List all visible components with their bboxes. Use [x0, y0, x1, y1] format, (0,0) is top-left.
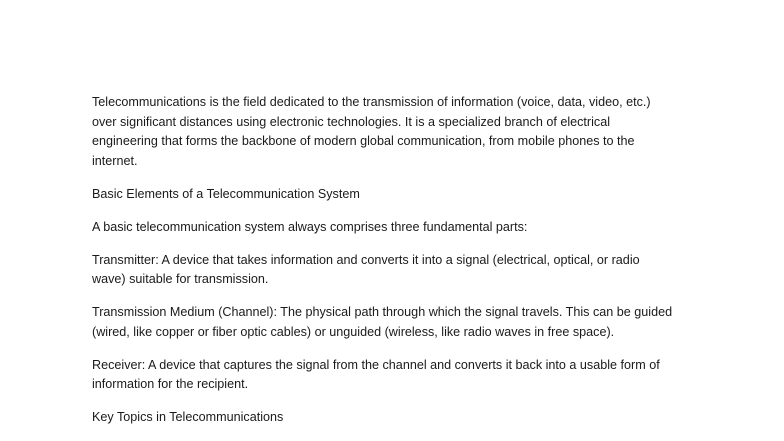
elements-intro-paragraph	[92, 218, 732, 238]
text-line: engineering that forms the backbone of modern global communication, from mobile phones to the	[92, 134, 635, 148]
document-page	[92, 93, 732, 441]
intro-paragraph	[92, 93, 732, 171]
text-line: A basic telecommunication system always comprises three fundamental parts:	[92, 219, 528, 234]
text-line: Basic Elements of a Telecommunication System	[92, 186, 360, 201]
text-line: internet.	[92, 153, 138, 168]
text-line: over significant distances using electronic technologies. It is a specialized branch of electrical	[92, 114, 611, 129]
text-line: (wired, like copper or fiber optic cables) or unguided (wireless, like radio waves in free space).	[92, 324, 615, 339]
transmitter-paragraph	[92, 251, 732, 290]
transmission-medium-paragraph	[92, 303, 732, 342]
text-line: Transmission Medium (Channel): The physical path through which the signal travels. This can be guided	[92, 305, 673, 319]
receiver-paragraph	[92, 356, 732, 395]
text-line: Key Topics in Telecommunications	[92, 410, 284, 424]
section-heading-basic-elements	[92, 185, 732, 205]
text-line: Transmitter: A device that takes information and converts it into a signal (electrical, optical, or radio	[92, 252, 640, 267]
text-line: Telecommunications is the field dedicated to the transmission of information (voice, data, video, etc.)	[92, 95, 651, 109]
text-line: Receiver: A device that captures the signal from the channel and converts it back into a usable form of	[92, 357, 660, 372]
section-heading-key-topics	[92, 408, 732, 428]
text-line: wave) suitable for transmission.	[92, 272, 269, 286]
text-line: information for the recipient.	[92, 377, 249, 391]
